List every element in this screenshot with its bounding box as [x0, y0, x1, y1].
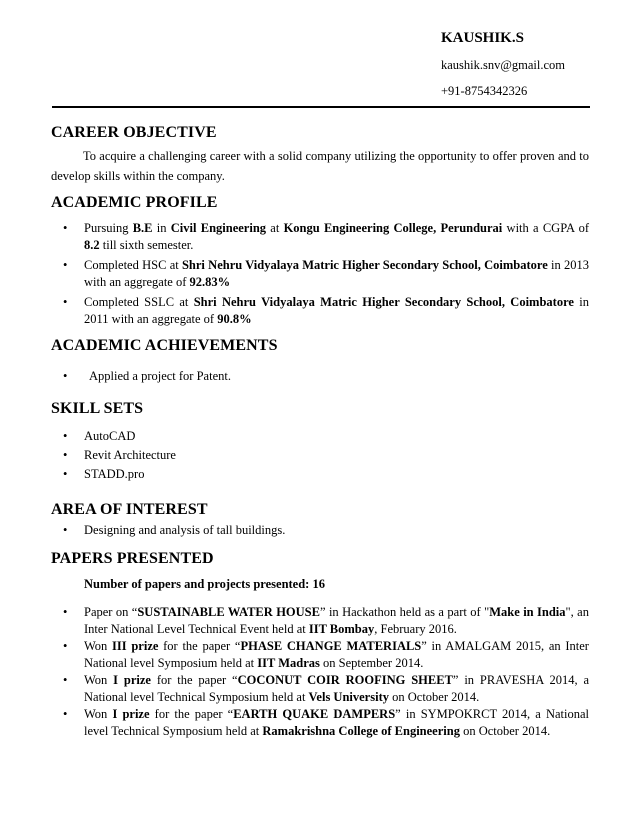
- section-career-objective: [51, 124, 589, 186]
- list-item: • Won I prize for the paper “EARTH QUAKE DAMPERS” in SYMPOKRCT 2014, a National level Technical Symposium held at Ramakrishna College of Engineering on October 2014.: [63, 707, 590, 738]
- section-heading-area-of-interest: AREA OF INTEREST: [51, 501, 208, 518]
- section-heading-papers-presented: PAPERS PRESENTED: [51, 550, 214, 567]
- resume-body: [51, 124, 589, 740]
- list-item: • Applied a project for Patent.: [63, 369, 231, 383]
- bullet-icon: •: [63, 369, 68, 383]
- bullet-icon: •: [63, 448, 68, 462]
- bullet-icon: •: [63, 639, 68, 653]
- section-papers-presented: [51, 550, 589, 739]
- list-item: • AutoCAD: [63, 429, 136, 443]
- list-item: • Designing and analysis of tall buildings.: [63, 523, 286, 537]
- section-heading-academic-achievements: ACADEMIC ACHIEVEMENTS: [51, 337, 278, 354]
- email-text: kaushik.snv@gmail.com: [441, 58, 565, 72]
- section-heading-academic-profile: ACADEMIC PROFILE: [51, 194, 218, 211]
- section-skill-sets: [51, 400, 589, 483]
- bullet-icon: •: [63, 673, 68, 687]
- list-item: • Paper on “SUSTAINABLE WATER HOUSE” in Hackathon held as a part of "Make in India", an Inter National Level Technical Event held at IIT Bombay, February 2016.: [63, 605, 589, 636]
- bullet-icon: •: [63, 707, 68, 721]
- section-heading-skill-sets: SKILL SETS: [51, 400, 144, 417]
- candidate-name: KAUSHIK.S: [441, 30, 524, 46]
- bullet-icon: •: [63, 258, 68, 272]
- list-item: • Completed SSLC at Shri Nehru Vidyalaya Matric Higher Secondary School, Coimbatore in 2011 with an aggregate of 90.8%: [63, 295, 590, 326]
- list-item: • Pursuing B.E in Civil Engineering at Kongu Engineering College, Perundurai with a CGPA of 8.2 till sixth semester.: [63, 221, 590, 252]
- list-item: • Won I prize for the paper “COCONUT COIR ROOFING SHEET” in PRAVESHA 2014, a National level Technical Symposium held at Vels University on October 2014.: [63, 673, 590, 704]
- section-area-of-interest: [51, 501, 589, 539]
- header-contact-block: [441, 30, 565, 99]
- list-item: • Revit Architecture: [63, 448, 176, 462]
- header-divider: [52, 106, 590, 108]
- papers-count-label: Number of papers and projects presented: 16: [84, 577, 325, 591]
- bullet-icon: •: [63, 221, 68, 235]
- bullet-icon: •: [63, 467, 68, 481]
- list-item: • Completed HSC at Shri Nehru Vidyalaya Matric Higher Secondary School, Coimbatore in 2013 with an aggregate of 92.83%: [63, 258, 589, 289]
- list-item: • STADD.pro: [63, 467, 145, 481]
- bullet-icon: •: [63, 429, 68, 443]
- bullet-icon: •: [63, 295, 68, 309]
- phone-text: +91-8754342326: [441, 84, 528, 98]
- career-objective-text: To acquire a challenging career with a solid company utilizing the opportunity to offer proven and to develop skills within the company.: [51, 149, 589, 183]
- section-academic-achievements: [51, 337, 589, 385]
- bullet-icon: •: [63, 523, 68, 537]
- list-item: • Won III prize for the paper “PHASE CHANGE MATERIALS” in AMALGAM 2015, an Inter National level Symposium held at IIT Madras on September 2014.: [63, 639, 589, 670]
- section-academic-profile: [51, 194, 589, 328]
- bullet-icon: •: [63, 605, 68, 619]
- section-heading-career-objective: CAREER OBJECTIVE: [51, 124, 217, 141]
